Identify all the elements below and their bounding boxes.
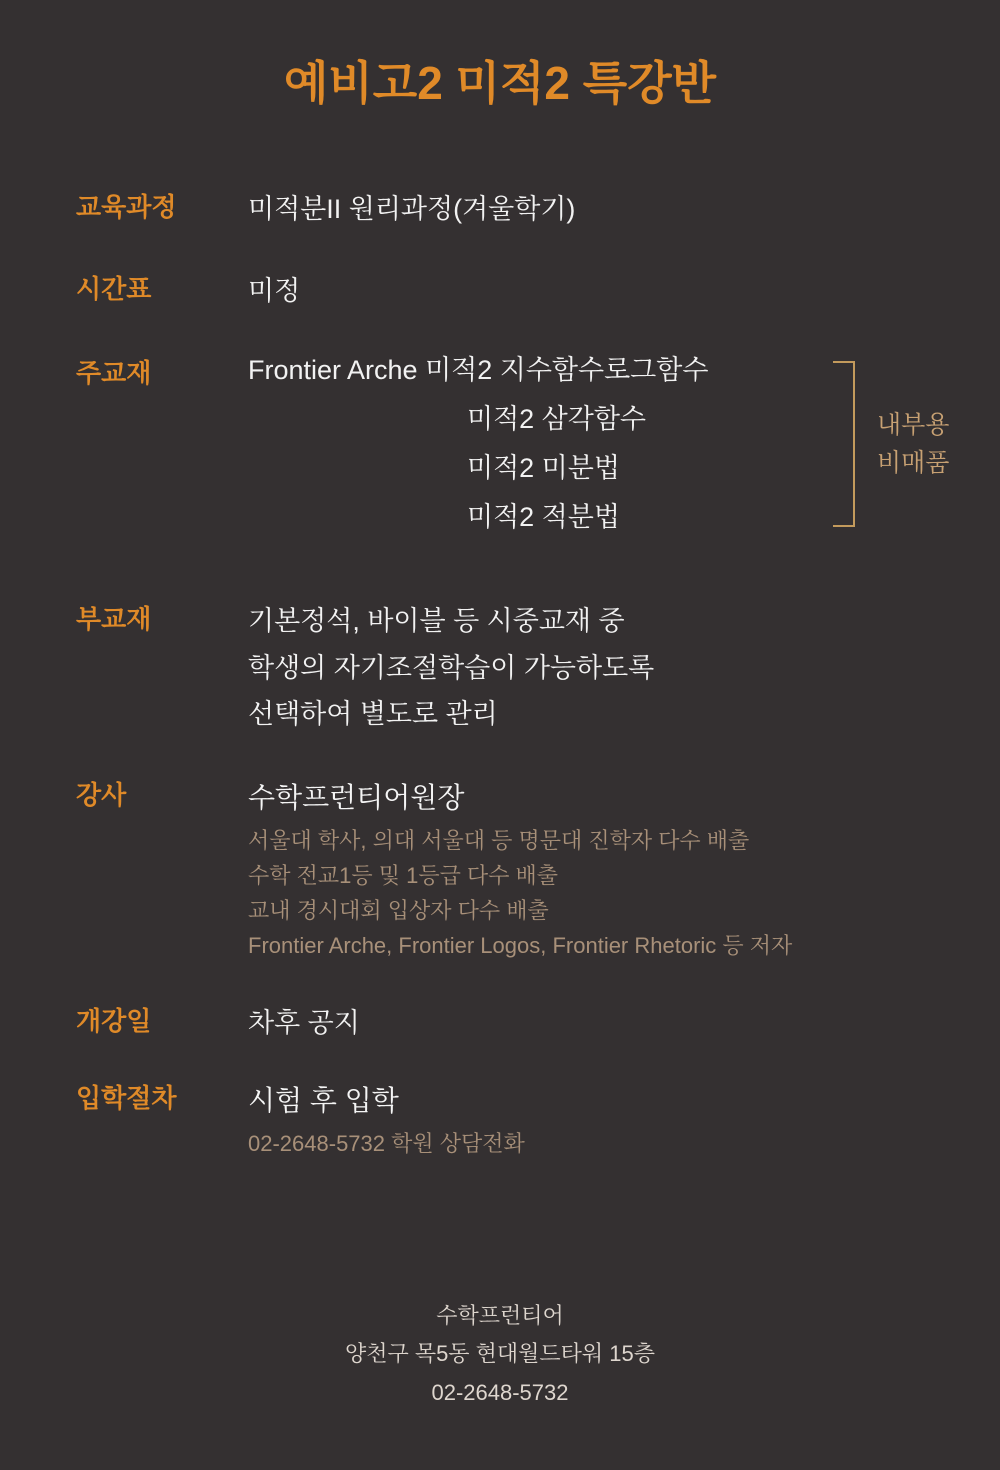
textbook-item: 미적2 미분법	[467, 453, 620, 484]
brace-icon	[833, 361, 855, 527]
brace-note	[877, 406, 949, 484]
footer	[0, 1297, 1000, 1413]
brace-annotation	[833, 361, 949, 527]
sub-textbook-line: 기본정석, 바이블 등 시중교재 중	[248, 606, 625, 637]
row-label-admission: 입학절차	[76, 1082, 177, 1113]
row-label-instructor: 강사	[76, 779, 127, 810]
row-instructor	[76, 779, 960, 964]
textbook-item: 미적2 삼각함수	[467, 404, 647, 435]
instructor-note: 서울대 학사, 의대 서울대 등 명문대 진학자 다수 배출	[248, 827, 750, 853]
sub-textbook-lines	[248, 603, 960, 732]
row-main-textbook	[76, 357, 960, 553]
row-sub-textbook	[76, 603, 960, 732]
textbook-item: 미적2 적분법	[467, 502, 620, 533]
page-title: 예비고2 미적2 특강반	[283, 57, 717, 109]
footer-phone: 02-2648-5732	[431, 1379, 569, 1405]
footer-address: 양천구 목5동 현대월드타워 15층	[344, 1341, 656, 1366]
admission-block	[248, 1082, 960, 1161]
main-textbook-list	[248, 357, 960, 553]
sub-textbook-line: 학생의 자기조절학습이 가능하도록	[248, 652, 655, 683]
row-label-curriculum: 교육과정	[76, 191, 177, 222]
footer-academy-name: 수학프런티어	[436, 1302, 564, 1328]
row-timetable	[76, 273, 960, 309]
admission-phone-note: 02-2648-5732 학원 상담전화	[248, 1130, 525, 1156]
row-value-curriculum: 미적분II 원리과정(겨울학기)	[248, 193, 576, 224]
row-label-timetable: 시간표	[76, 274, 152, 305]
row-label-main-textbook: 주교재	[76, 358, 152, 389]
brace-note-line1: 내부용	[877, 410, 950, 439]
instructor-note: Frontier Arche, Frontier Logos, Frontier Rhetoric 등 저자	[248, 933, 793, 959]
instructor-note: 수학 전교1등 및 1등급 다수 배출	[248, 862, 559, 888]
row-label-start-date: 개강일	[76, 1006, 152, 1037]
sub-textbook-line: 선택하여 별도로 관리	[248, 699, 498, 730]
textbook-item: Frontier Arche 미적2 지수함수로그함수	[248, 355, 709, 386]
row-start-date	[76, 1005, 960, 1041]
brace-note-line2: 비매품	[877, 449, 950, 478]
row-curriculum	[76, 191, 960, 227]
info-list	[0, 191, 1000, 1161]
row-value-timetable: 미정	[248, 276, 301, 307]
instructor-name: 수학프런티어원장	[248, 781, 465, 813]
row-label-sub-textbook: 부교재	[76, 604, 152, 635]
instructor-block	[248, 779, 960, 964]
row-value-start-date: 차후 공지	[248, 1008, 360, 1039]
admission-value: 시험 후 입학	[248, 1084, 399, 1116]
instructor-note: 교내 경시대회 입상자 다수 배출	[248, 897, 549, 923]
row-admission	[76, 1082, 960, 1161]
